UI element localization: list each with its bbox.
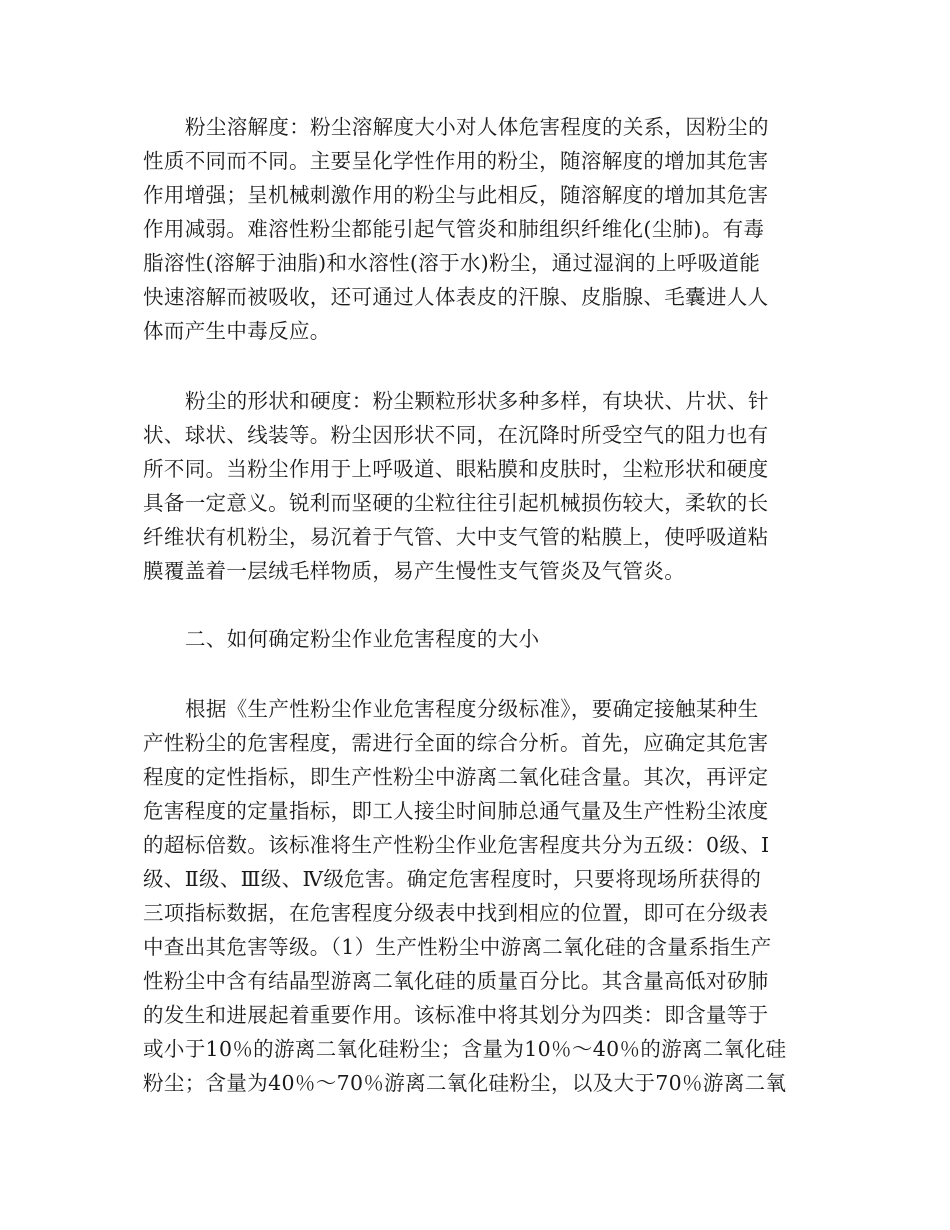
- text-line: 危害程度的定量指标，即工人接尘时间肺总通气量及生产性粉尘浓度: [143, 799, 769, 823]
- text-line: 脂溶性(溶解于油脂)和水溶性(溶于水)粉尘，通过湿润的上呼吸道能: [143, 251, 761, 275]
- text-line: 级、Ⅱ级、Ⅲ级、Ⅳ级危害。确定危害程度时，只要将现场所获得的: [143, 867, 762, 891]
- heading-text: 二、如何确定粉尘作业危害程度的大小: [185, 627, 540, 651]
- text-line: 状、球状、线装等。粉尘因形状不同，在沉降时所受空气的阻力也有: [143, 423, 769, 447]
- text-line: 粉尘的形状和硬度：粉尘颗粒形状多种多样，有块状、片状、针: [185, 389, 769, 413]
- text-line: 性粉尘中含有结晶型游离二氧化硅的质量百分比。其含量高低对矽肺: [143, 969, 769, 993]
- text-line: 作用减弱。难溶性粉尘都能引起气管炎和肺组织纤维化(尘肺)。有毒: [143, 217, 765, 241]
- text-line: 程度的定性指标，即生产性粉尘中游离二氧化硅含量。其次，再评定: [143, 765, 769, 789]
- text-line: 作用增强；呈机械刺激作用的粉尘与此相反，随溶解度的增加其危害: [143, 183, 769, 207]
- text-line: 体而产生中毒反应。: [143, 319, 331, 343]
- text-line: 产性粉尘的危害程度，需进行全面的综合分析。首先，应确定其危害: [143, 731, 769, 755]
- text-line: 快速溶解而被吸收，还可通过人体表皮的汗腺、皮脂腺、毛囊进人人: [143, 285, 769, 309]
- text-line: 粉尘；含量为40％～70％游离二氧化硅粉尘，以及大于70％游离二氧: [143, 1071, 787, 1095]
- text-line: 所不同。当粉尘作用于上呼吸道、眼粘膜和皮肤时，尘粒形状和硬度: [143, 457, 769, 481]
- text-line: 纤维状有机粉尘，易沉着于气管、大中支气管的粘膜上，使呼吸道粘: [143, 525, 769, 549]
- text-line: 中查出其危害等级。（1）生产性粉尘中游离二氧化硅的含量系指生产: [143, 935, 772, 959]
- text-line: 的超标倍数。该标准将生产性粉尘作业危害程度共分为五级：0级、Ⅰ: [143, 833, 770, 857]
- text-line: 性质不同而不同。主要呈化学性作用的粉尘，随溶解度的增加其危害: [143, 149, 769, 173]
- text-line: 或小于10％的游离二氧化硅粉尘；含量为10％～40％的游离二氧化硅: [143, 1037, 787, 1061]
- text-line: 具备一定意义。锐利而坚硬的尘粒往往引起机械损伤较大，柔软的长: [143, 491, 769, 515]
- text-line: 的发生和进展起着重要作用。该标准中将其划分为四类：即含量等于: [143, 1003, 769, 1027]
- text-line: 三项指标数据，在危害程度分级表中找到相应的位置，即可在分级表: [143, 901, 769, 925]
- text-line: 根据《生产性粉尘作业危害程度分级标准》，要确定接触某种生: [185, 697, 759, 721]
- text-line: 膜覆盖着一层绒毛样物质，易产生慢性支气管炎及气管炎。: [143, 559, 686, 583]
- text-line: 粉尘溶解度：粉尘溶解度大小对人体危害程度的关系，因粉尘的: [185, 115, 769, 139]
